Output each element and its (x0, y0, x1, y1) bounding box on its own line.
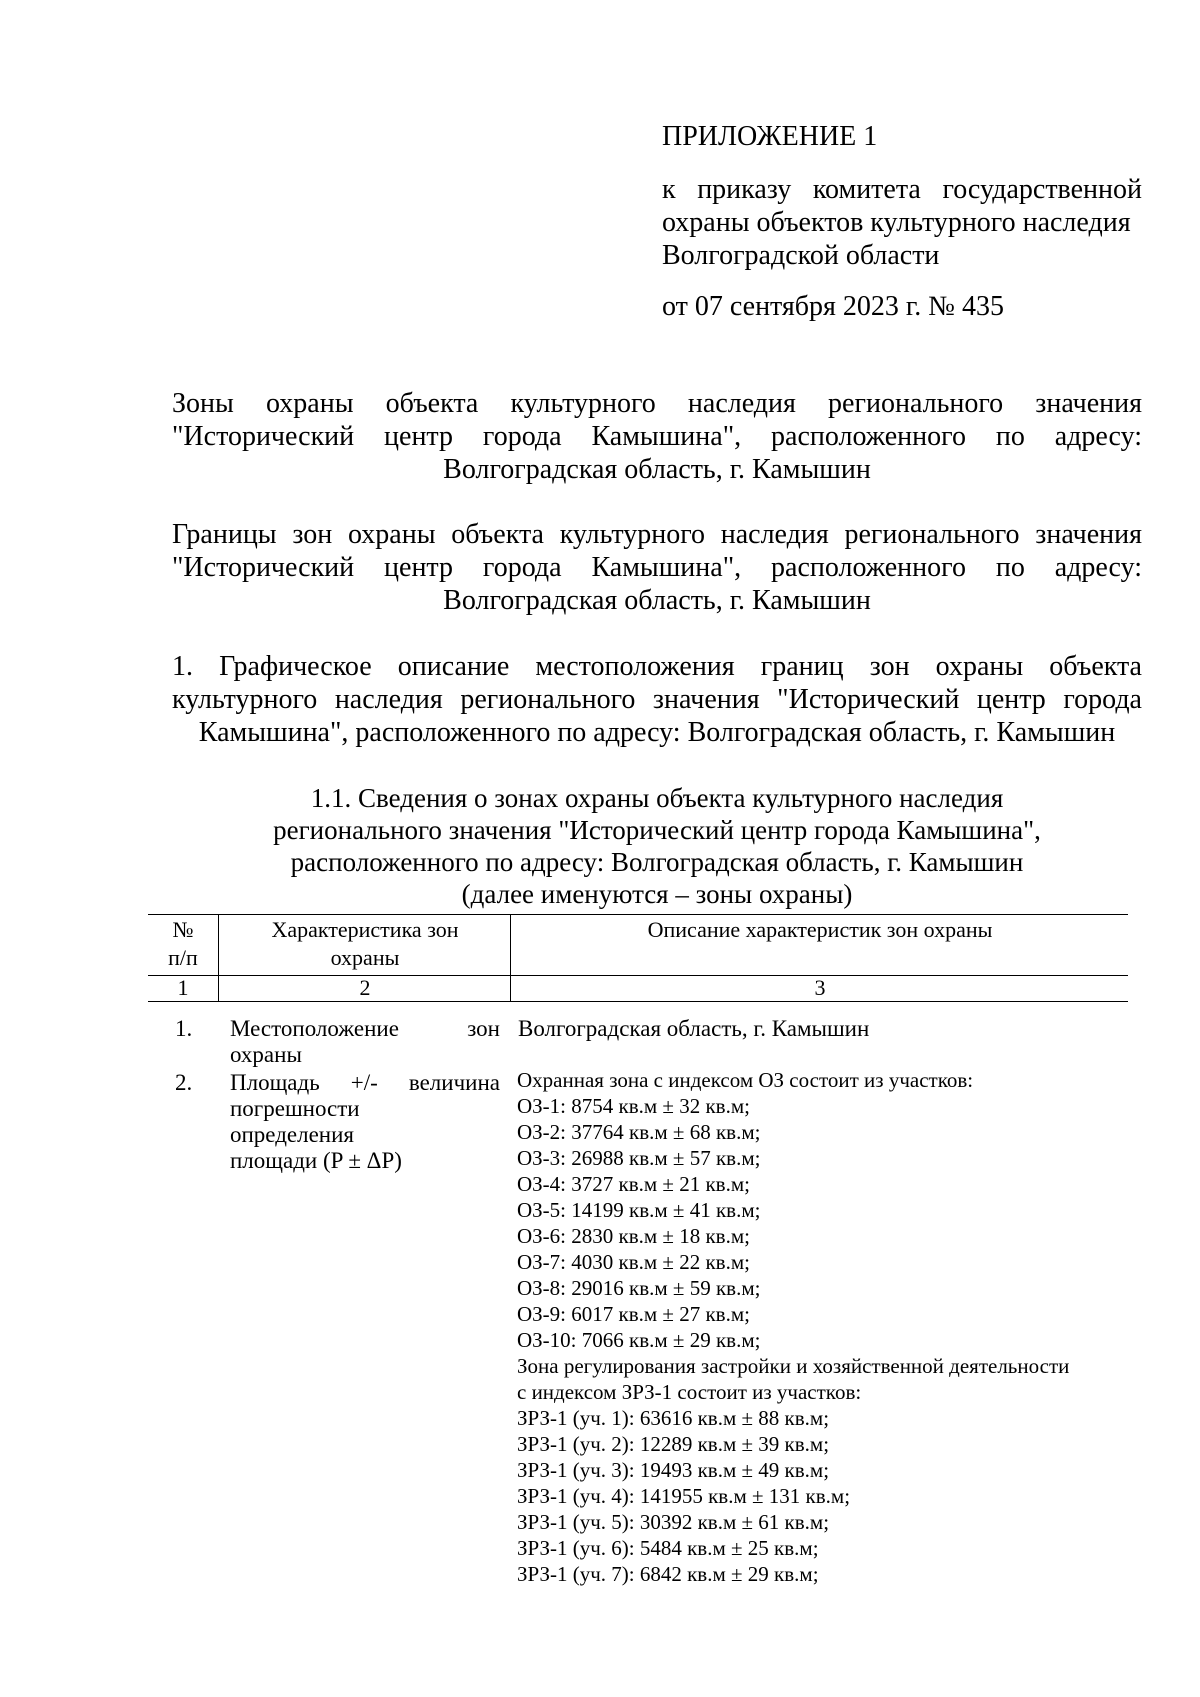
table-row-2-description (517, 1067, 1117, 1587)
zone-list-line: ЗРЗ-1 (уч. 2): 12289 кв.м ± 39 кв.м; (517, 1432, 830, 1456)
section-1-1-line-2: регионального значения "Исторический центр города Камышина", (273, 815, 1041, 845)
zone-list-line: Зона регулирования застройки и хозяйственной деятельности (517, 1354, 1070, 1378)
table-row-1-characteristic (230, 1016, 500, 1068)
col-number-3: 3 (814, 975, 826, 1000)
section-1-1-line-4: (далее именуются – зоны охраны) (461, 879, 853, 909)
order-reference (662, 173, 1142, 272)
zones-title-line-2: "Исторический центр города Камышина", расположенного по адресу: (172, 421, 1142, 452)
borders-title (172, 518, 1142, 617)
borders-title-line-2: "Исторический центр города Камышина", расположенного по адресу: (172, 552, 1142, 583)
zone-list-line: ОЗ-3: 26988 кв.м ± 57 кв.м; (517, 1146, 761, 1170)
section-1-line-1: 1. Графическое описание местоположения границ зон охраны объекта (172, 651, 1142, 682)
section-1-1-line-3: расположенного по адресу: Волгоградская область, г. Камышин (290, 847, 1024, 877)
header-num (148, 916, 218, 972)
header-characteristic (220, 916, 510, 972)
zones-title-line-1: Зоны охраны объекта культурного наследия регионального значения (172, 388, 1142, 419)
zone-list-line: ЗРЗ-1 (уч. 5): 30392 кв.м ± 61 кв.м; (517, 1510, 830, 1534)
section-1-heading (172, 650, 1142, 749)
zones-title-line-3: Волгоградская область, г. Камышин (443, 454, 871, 485)
row-1-char-line-2: охраны (230, 1042, 302, 1067)
zone-list-line: ОЗ-6: 2830 кв.м ± 18 кв.м; (517, 1224, 750, 1248)
zone-list-line: ЗРЗ-1 (уч. 7): 6842 кв.м ± 29 кв.м; (517, 1562, 819, 1586)
order-date: от 07 сентября 2023 г. № 435 (662, 291, 1004, 322)
table-col-divider-2 (510, 914, 511, 1002)
order-reference-line-3: Волгоградской области (662, 240, 940, 271)
header-num-line-1: № (172, 917, 194, 942)
header-characteristic-line-2: охраны (330, 945, 400, 970)
zone-list-line: ЗРЗ-1 (уч. 4): 141955 кв.м ± 131 кв.м; (517, 1484, 851, 1508)
zone-list-line: ОЗ-7: 4030 кв.м ± 22 кв.м; (517, 1250, 750, 1274)
table-row-1-description: Волгоградская область, г. Камышин (518, 1016, 870, 1041)
row-2-char-line-3: определения (230, 1122, 355, 1147)
section-1-1-heading (172, 782, 1142, 910)
zone-list-line: ЗРЗ-1 (уч. 3): 19493 кв.м ± 49 кв.м; (517, 1458, 830, 1482)
zone-list-line: Охранная зона с индексом ОЗ состоит из участков: (517, 1068, 974, 1092)
zone-list-line: ЗРЗ-1 (уч. 1): 63616 кв.м ± 88 кв.м; (517, 1406, 830, 1430)
zone-list-line: ЗРЗ-1 (уч. 6): 5484 кв.м ± 25 кв.м; (517, 1536, 819, 1560)
row-1-char-word-a: Местоположение (230, 1016, 399, 1041)
col-number-2: 2 (359, 975, 371, 1000)
header-characteristic-line-1: Характеристика зон (271, 917, 459, 942)
order-reference-line-2: охраны объектов культурного наследия (662, 207, 1131, 238)
header-num-line-2: п/п (168, 945, 198, 970)
zones-title (172, 387, 1142, 486)
zone-list-line: ОЗ-1: 8754 кв.м ± 32 кв.м; (517, 1094, 750, 1118)
table-row-1-num: 1. (175, 1016, 193, 1041)
order-reference-line-1: к приказу комитета государственной (662, 174, 1142, 205)
table-top-border (148, 914, 1128, 915)
zone-list-line: ОЗ-5: 14199 кв.м ± 41 кв.м; (517, 1198, 761, 1222)
table-row-2-characteristic (230, 1070, 500, 1174)
row-1-char-word-b: зон (467, 1016, 500, 1041)
section-1-1-line-1: 1.1. Сведения о зонах охраны объекта культурного наследия (310, 783, 1004, 813)
zone-list-line: ОЗ-10: 7066 кв.м ± 29 кв.м; (517, 1328, 761, 1352)
section-1-line-2: культурного наследия регионального значения "Исторический центр города (172, 684, 1142, 715)
zone-list-line: с индексом ЗРЗ-1 состоит из участков: (517, 1380, 862, 1404)
borders-title-line-3: Волгоградская область, г. Камышин (443, 585, 871, 616)
zone-list-line: ОЗ-4: 3727 кв.м ± 21 кв.м; (517, 1172, 750, 1196)
appendix-title: ПРИЛОЖЕНИЕ 1 (662, 121, 878, 152)
row-2-char-line-4: площади (P ± ΔP) (230, 1148, 402, 1173)
zone-list-line: ОЗ-9: 6017 кв.м ± 27 кв.м; (517, 1302, 750, 1326)
row-2-char-line-2: погрешности (230, 1096, 360, 1121)
row-2-char-line-1: Площадь +/- величина (230, 1070, 500, 1095)
table-col-divider-1 (218, 914, 219, 1002)
table-row-2-num: 2. (175, 1070, 193, 1095)
col-number-1: 1 (177, 975, 189, 1000)
table-colnum-divider (148, 1001, 1128, 1002)
header-description: Описание характеристик зон охраны (647, 917, 993, 942)
zone-list-line: ОЗ-2: 37764 кв.м ± 68 кв.м; (517, 1120, 761, 1144)
borders-title-line-1: Границы зон охраны объекта культурного наследия регионального значения (172, 519, 1142, 550)
zone-list-line: ОЗ-8: 29016 кв.м ± 59 кв.м; (517, 1276, 761, 1300)
section-1-line-3: Камышина", расположенного по адресу: Волгоградская область, г. Камышин (198, 717, 1116, 748)
